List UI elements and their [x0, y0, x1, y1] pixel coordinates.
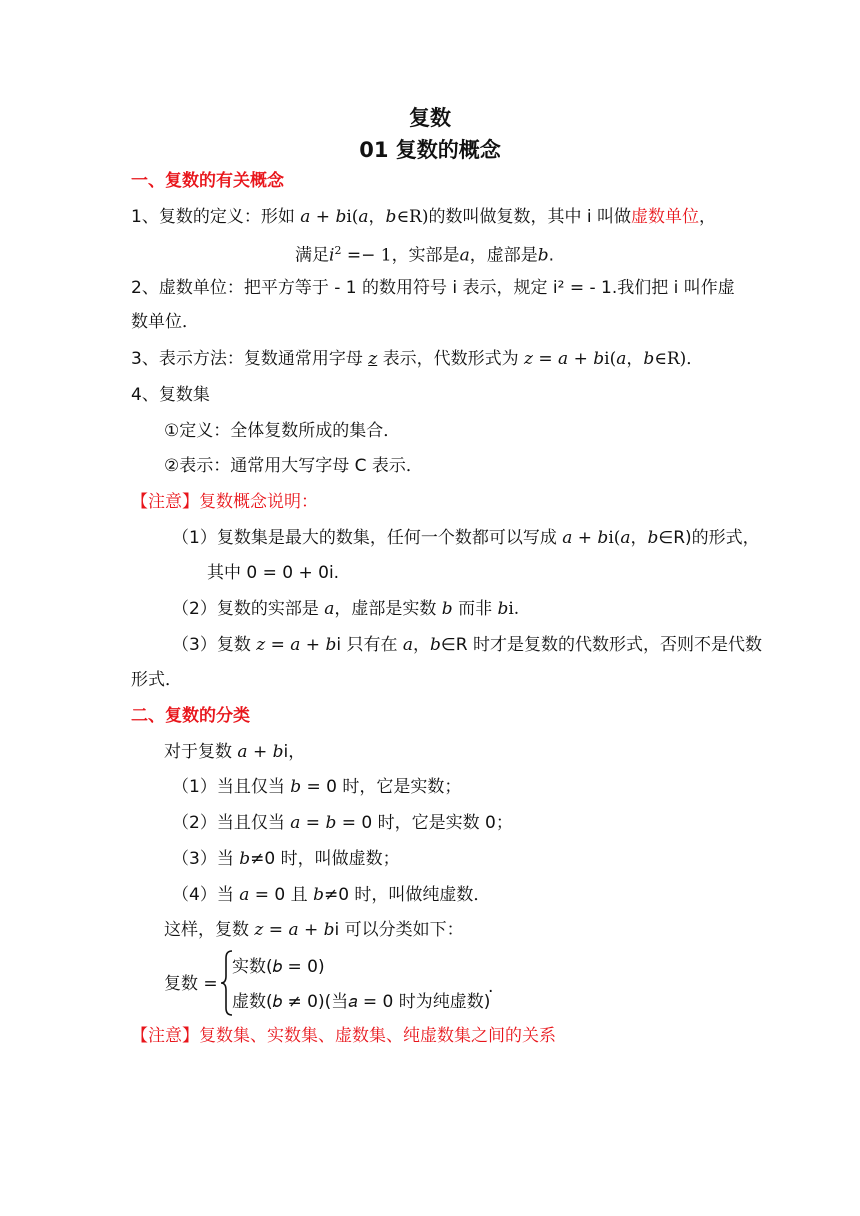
imaginary-unit-line-cont: 数单位． [131, 312, 199, 332]
case-4: （4）当 a = 0 且 b≠0 时，叫做纯虚数． [172, 885, 491, 905]
classification-lhs: 复数 = [164, 974, 218, 994]
note-item-1-cont: 其中 0 = 0 + 0i. [207, 563, 340, 583]
complex-set-notation: ②表示：通常用大写字母 C 表示． [164, 456, 423, 476]
note-item-3-cont: 形式． [131, 670, 182, 690]
classification-case-real: 实数(𝑏 = 0) [232, 957, 325, 977]
definition-condition: 满足$i^2 =- 1$，实部是a，虚部是b. [295, 244, 554, 266]
classification-case-imaginary: 虚数(𝑏 ≠ 0)(当𝑎 = 0 时为纯虚数) [232, 992, 491, 1012]
imaginary-unit-line: 2、虚数单位：把平方等于 - 1 的数用符号 i 表示，规定 i² = - 1.我们把 i 叫作虚 [131, 278, 735, 298]
note-item-3: （3）复数 z = a + bi 只有在 a，b∈R 时才是复数的代数形式，否则不是代数 [172, 635, 762, 655]
note-item-1: （1）复数集是最大的数集，任何一个数都可以写成 a + bi(a，b∈R)的形式， [172, 528, 760, 548]
section-heading-2: 二、复数的分类 [131, 706, 250, 726]
definition-line: 1、复数的定义：形如 a + bi(a，b∈R)的数叫做复数，其中 i 叫做虚数单位， [131, 207, 716, 227]
case-3: （3）当 b≠0 时，叫做虚数； [172, 849, 400, 869]
document-title: 复数 [409, 106, 451, 130]
classification-summary: 这样，复数 z = a + bi 可以分类如下： [164, 920, 464, 940]
note-2: 【注意】复数集、实数集、虚数集、纯虚数集之间的关系 [131, 1026, 556, 1046]
classification-intro: 对于复数 a + bi， [164, 742, 306, 762]
case-2: （2）当且仅当 a = b = 0 时，它是实数 0； [172, 813, 513, 833]
classification-end-dot: . [488, 977, 494, 997]
case-1: （1）当且仅当 b = 0 时，它是实数； [172, 777, 462, 797]
document-subtitle: 01 复数的概念 [359, 138, 501, 162]
note-1: 【注意】复数概念说明： [131, 492, 318, 512]
representation-line: 3、表示方法：复数通常用字母 z 表示，代数形式为 z = a + bi(a，b∈R)． [131, 349, 704, 369]
note-item-2: （2）复数的实部是 a，虚部是实数 b 而非 bi. [172, 599, 520, 619]
complex-set-definition: ①定义：全体复数所成的集合． [164, 421, 401, 441]
complex-set-heading: 4、复数集 [131, 385, 210, 405]
section-heading-1: 一、复数的有关概念 [131, 171, 284, 191]
